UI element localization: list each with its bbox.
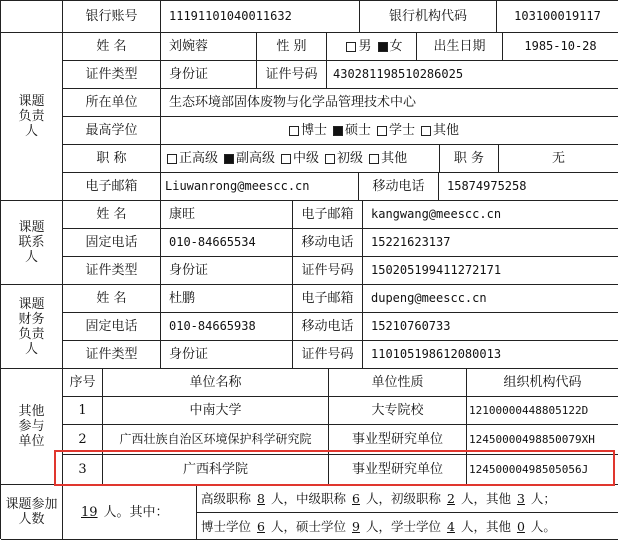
checkbox-icon bbox=[369, 154, 379, 164]
title-option-middle[interactable]: 中级 bbox=[275, 151, 319, 166]
partner-row-type: 事业型研究单位 bbox=[329, 425, 467, 455]
participants-total-value: 19 bbox=[81, 504, 98, 520]
partner-row-type: 大专院校 bbox=[329, 397, 467, 425]
finance-phone-value: 010-84665938 bbox=[161, 313, 293, 341]
partner-row-code: 12450000498505056J bbox=[467, 455, 618, 485]
degree-option-bachelor[interactable]: 学士 bbox=[371, 123, 415, 138]
contact-email-value: kangwang@meescc.cn bbox=[363, 201, 618, 229]
leader-mobile-value: 15874975258 bbox=[439, 173, 618, 201]
title-option-junior[interactable]: 初级 bbox=[319, 151, 363, 166]
count-value: 6 bbox=[352, 491, 360, 506]
partner-row-no: 1 bbox=[63, 397, 103, 425]
bank-org-code-value: 103100019117 bbox=[497, 1, 618, 33]
finance-phone-label: 固定电话 bbox=[63, 313, 161, 341]
leader-unit-value: 生态环境部固体废物与化学品管理技术中心 bbox=[161, 89, 618, 117]
contact-mobile-value: 15221623137 bbox=[363, 229, 618, 257]
contact-phone-label: 固定电话 bbox=[63, 229, 161, 257]
leader-id-no-label: 证件号码 bbox=[257, 61, 327, 89]
leader-gender-label: 性 别 bbox=[257, 33, 327, 61]
contact-group-label: 课题联系人 bbox=[1, 201, 63, 285]
finance-group-label: 课题财务负责人 bbox=[1, 285, 63, 369]
leader-duty-value: 无 bbox=[499, 145, 618, 173]
partner-row-no: 3 bbox=[63, 455, 103, 485]
participants-total-suffix: 人。其中： bbox=[103, 504, 169, 520]
partner-row-name: 广西科学院 bbox=[103, 455, 329, 485]
leader-id-no-value: 430281198510286025 bbox=[327, 61, 618, 89]
partners-header-no: 序号 bbox=[63, 369, 103, 397]
partner-row-name: 广西壮族自治区环境保护科学研究院 bbox=[103, 425, 329, 455]
count-value: 9 bbox=[352, 518, 360, 534]
participants-label: 课题参加人数 bbox=[1, 485, 63, 540]
bank-account-value: 11191101040011632 bbox=[161, 1, 360, 33]
gender-option-male[interactable]: 男 bbox=[340, 39, 371, 54]
finance-mobile-value: 15210760733 bbox=[363, 313, 618, 341]
participants-title-breakdown: 高级职称 8 人， 中级职称 6 人， 初级职称 2 人， 其他 3 人； bbox=[197, 485, 618, 513]
participants-total bbox=[63, 485, 197, 540]
count-value: 8 bbox=[257, 491, 265, 506]
finance-id-no-value: 110105198612080013 bbox=[363, 341, 618, 369]
title-option-vice-senior[interactable]: 副高级 bbox=[218, 151, 275, 166]
partners-header-name: 单位名称 bbox=[103, 369, 329, 397]
leader-gender-options bbox=[327, 33, 417, 61]
degree-option-other[interactable]: 其他 bbox=[415, 123, 459, 138]
leader-duty-label: 职 务 bbox=[440, 145, 499, 173]
contact-phone-value: 010-84665534 bbox=[161, 229, 293, 257]
leader-birth-value: 1985-10-28 bbox=[503, 33, 618, 61]
contact-id-type-label: 证件类型 bbox=[63, 257, 161, 285]
leader-name-label: 姓 名 bbox=[63, 33, 161, 61]
finance-id-type-value: 身份证 bbox=[161, 341, 293, 369]
finance-name-label: 姓 名 bbox=[63, 285, 161, 313]
finance-mobile-label: 移动电话 bbox=[293, 313, 363, 341]
partners-header-code: 组织机构代码 bbox=[467, 369, 618, 397]
leader-degree-label: 最高学位 bbox=[63, 117, 161, 145]
checkbox-icon bbox=[167, 154, 177, 164]
count-value: 0 bbox=[516, 518, 525, 534]
finance-email-label: 电子邮箱 bbox=[293, 285, 363, 313]
leader-degree-options bbox=[161, 117, 618, 145]
partners-header-type: 单位性质 bbox=[329, 369, 467, 397]
count-value: 4 bbox=[446, 518, 455, 534]
participants-degree-breakdown: 博士学位 6 人， 硕士学位 9 人， 学士学位 4 人， 其他 0 人。 bbox=[197, 513, 618, 540]
blank-cell bbox=[1, 1, 63, 33]
degree-option-phd[interactable]: 博士 bbox=[283, 123, 327, 138]
leader-email-label: 电子邮箱 bbox=[63, 173, 161, 201]
finance-id-no-label: 证件号码 bbox=[293, 341, 363, 369]
contact-id-no-value: 150205199411272171 bbox=[363, 257, 618, 285]
count-value: 6 bbox=[257, 518, 265, 534]
contact-name-label: 姓 名 bbox=[63, 201, 161, 229]
checkbox-checked-icon bbox=[333, 126, 343, 136]
leader-unit-label: 所在单位 bbox=[63, 89, 161, 117]
bank-org-code-label: 银行机构代码 bbox=[360, 1, 497, 33]
leader-mobile-label: 移动电话 bbox=[359, 173, 439, 201]
checkbox-icon bbox=[289, 126, 299, 136]
checkbox-checked-icon bbox=[224, 154, 234, 164]
finance-id-type-label: 证件类型 bbox=[63, 341, 161, 369]
partner-row-code: 12450000498850079XH bbox=[467, 425, 618, 455]
checkbox-icon bbox=[421, 126, 431, 136]
partner-row-no: 2 bbox=[63, 425, 103, 455]
leader-title-label: 职 称 bbox=[63, 145, 161, 173]
partner-row-type: 事业型研究单位 bbox=[329, 455, 467, 485]
finance-name-value: 杜鹏 bbox=[161, 285, 293, 313]
leader-email-value: Liuwanrong@meescc.cn bbox=[161, 173, 359, 201]
finance-email-value: dupeng@meescc.cn bbox=[363, 285, 618, 313]
checkbox-icon bbox=[377, 126, 387, 136]
contact-id-no-label: 证件号码 bbox=[293, 257, 363, 285]
checkbox-icon bbox=[346, 42, 356, 52]
contact-email-label: 电子邮箱 bbox=[293, 201, 363, 229]
count-value: 2 bbox=[446, 491, 455, 506]
checkbox-checked-icon bbox=[378, 42, 388, 52]
partner-row-code: 12100000448805122D bbox=[467, 397, 618, 425]
leader-id-type-label: 证件类型 bbox=[63, 61, 161, 89]
leader-name-value: 刘婉蓉 bbox=[161, 33, 257, 61]
title-option-senior[interactable]: 正高级 bbox=[161, 151, 218, 166]
checkbox-icon bbox=[281, 154, 291, 164]
leader-group-label: 课题负责人 bbox=[1, 33, 63, 201]
leader-id-type-value: 身份证 bbox=[161, 61, 257, 89]
degree-option-master[interactable]: 硕士 bbox=[327, 123, 371, 138]
gender-option-female[interactable]: 女 bbox=[372, 39, 403, 54]
leader-title-options bbox=[161, 145, 440, 173]
bank-account-label: 银行账号 bbox=[63, 1, 161, 33]
contact-mobile-label: 移动电话 bbox=[293, 229, 363, 257]
leader-birth-label: 出生日期 bbox=[417, 33, 503, 61]
contact-id-type-value: 身份证 bbox=[161, 257, 293, 285]
checkbox-icon bbox=[325, 154, 335, 164]
contact-name-value: 康旺 bbox=[161, 201, 293, 229]
title-option-other[interactable]: 其他 bbox=[363, 151, 407, 166]
partner-row-name: 中南大学 bbox=[103, 397, 329, 425]
count-value: 3 bbox=[516, 491, 525, 506]
partners-group-label: 其他参与单位 bbox=[1, 369, 63, 485]
